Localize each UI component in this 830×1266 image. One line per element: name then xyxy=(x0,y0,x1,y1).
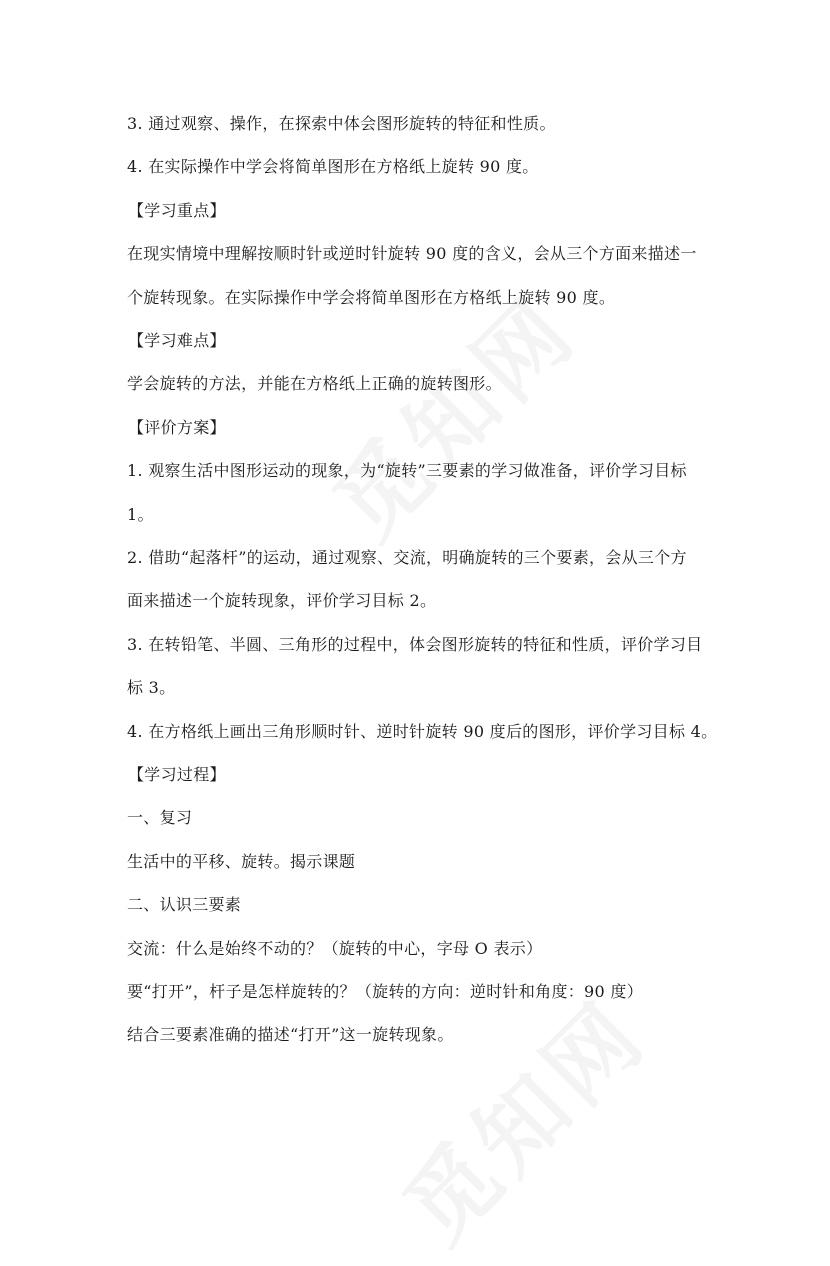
paragraph-evaluation-1-line-2: 1。 xyxy=(127,505,154,524)
paragraph-evaluation-2-line-1: 2. 借助“起落杆”的运动，通过观察、交流，明确旋转的三个要素，会从三个方 xyxy=(127,548,687,567)
paragraph-difficulties: 学会旋转的方法，并能在方格纸上正确的旋转图形。 xyxy=(127,374,502,393)
paragraph-evaluation-1-line-1: 1. 观察生活中图形运动的现象，为“旋转”三要素的学习做准备，评价学习目标 xyxy=(127,461,687,480)
section-review-title: 一、复习 xyxy=(127,808,193,827)
paragraph-describe-rotation: 结合三要素准确的描述“打开”这一旋转现象。 xyxy=(127,1025,454,1044)
paragraph-review: 生活中的平移、旋转。揭示课题 xyxy=(127,852,356,871)
paragraph-objective-4: 4. 在实际操作中学会将简单图形在方格纸上旋转 90 度。 xyxy=(127,157,539,176)
heading-key-points: 【学习重点】 xyxy=(128,201,226,220)
heading-learning-process: 【学习过程】 xyxy=(128,765,226,784)
heading-evaluation-plan: 【评价方案】 xyxy=(128,418,226,437)
paragraph-evaluation-2-line-2: 面来描述一个旋转现象，评价学习目标 2。 xyxy=(127,591,437,610)
section-three-elements-title: 二、认识三要素 xyxy=(127,895,242,914)
heading-difficulties: 【学习难点】 xyxy=(128,331,226,350)
paragraph-rotation-question: 要“打开”，杆子是怎样旋转的？（旋转的方向：逆时针和角度：90 度） xyxy=(127,982,644,1001)
paragraph-evaluation-3-line-1: 3. 在转铅笔、半圆、三角形的过程中，体会图形旋转的特征和性质，评价学习目 xyxy=(127,635,703,654)
paragraph-evaluation-4: 4. 在方格纸上画出三角形顺时针、逆时针旋转 90 度后的图形，评价学习目标 4。 xyxy=(127,722,718,741)
paragraph-objective-3: 3. 通过观察、操作，在探索中体会图形旋转的特征和性质。 xyxy=(127,114,556,133)
watermark-text-bottom xyxy=(370,966,670,1266)
paragraph-evaluation-3-line-2: 标 3。 xyxy=(127,678,176,697)
paragraph-discussion: 交流：什么是始终不动的？（旋转的中心，字母 O 表示） xyxy=(127,939,543,958)
paragraph-key-points-line-1: 在现实情境中理解按顺时针或逆时针旋转 90 度的含义，会从三个方面来描述一 xyxy=(127,244,697,263)
paragraph-key-points-line-2: 个旋转现象。在实际操作中学会将简单图形在方格纸上旋转 90 度。 xyxy=(127,288,616,307)
